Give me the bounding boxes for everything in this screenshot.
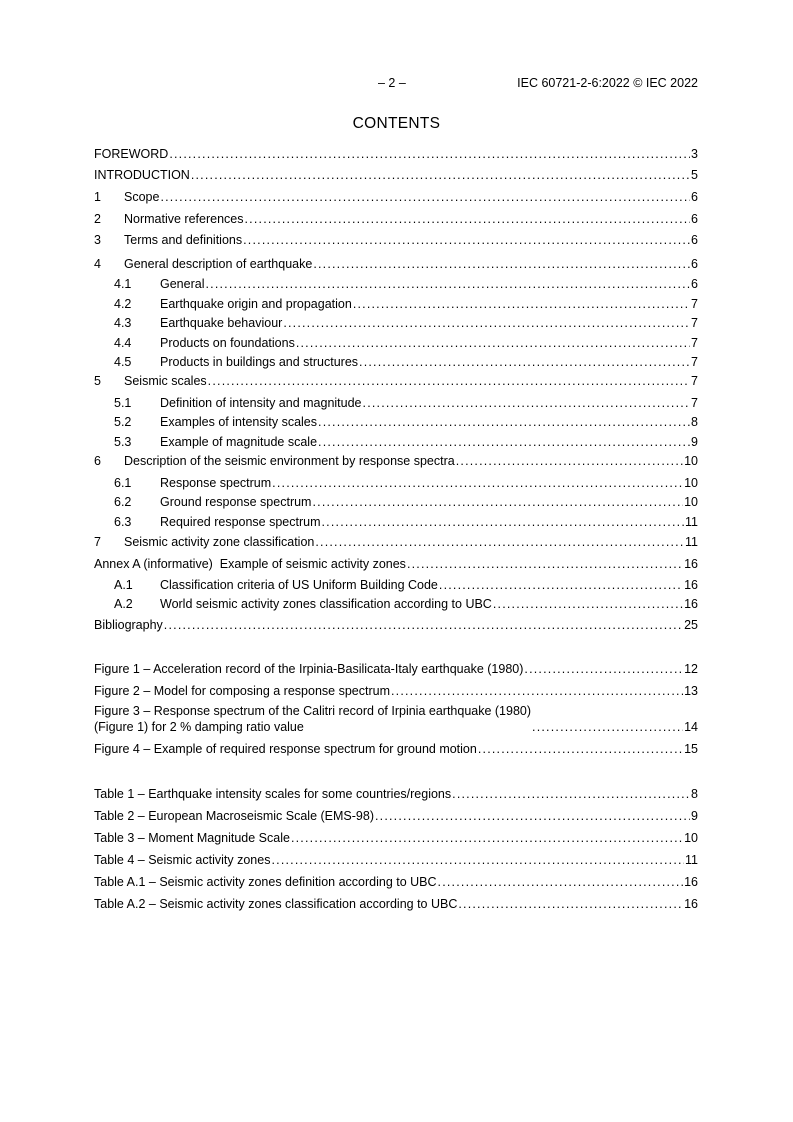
toc-entry-page: 7 [691,355,698,369]
toc-entry-page: 10 [684,476,698,490]
figure-entry-title: Figure 2 – Model for composing a response spectrum [94,684,390,698]
toc-entry-normative-references[interactable] [94,211,698,227]
toc-entry-number: 5.2 [114,415,132,429]
toc-entry-introduction[interactable] [94,167,698,183]
toc-entry-page: 16 [684,557,698,571]
toc-entry-title: Products on foundations [160,336,295,350]
list-of-tables-entry-5[interactable] [94,874,698,890]
contents-title: CONTENTS [352,115,441,132]
toc-leader-dots [478,741,683,757]
toc-leader-dots [493,596,683,612]
toc-leader-dots [164,617,683,633]
toc-leader-dots [359,354,690,370]
toc-entry-number: 5.3 [114,435,132,449]
toc-entry-number: 4 [94,257,101,271]
toc-leader-dots [318,414,690,430]
toc-entry-page: 7 [691,374,698,388]
toc-leader-dots [407,556,683,572]
page-number: – 2 – [378,76,406,90]
toc-entry-number: 4.2 [114,297,132,311]
toc-entry-title: FOREWORD [94,147,169,161]
figure-entry-page: 13 [684,684,698,698]
toc-entry-terms-definitions[interactable] [94,232,698,248]
table-entry-title: Table 2 – European Macroseismic Scale (EMS-98) [94,809,374,823]
toc-entry-title: Products in buildings and structures [160,355,359,369]
toc-entry-title: Annex A (informative) Example of seismic activity zones [94,557,406,571]
toc-leader-dots [160,189,690,205]
toc-leader-dots [524,661,683,677]
toc-entry-number: 5.1 [114,396,132,410]
table-entry-title: Table 4 – Seismic activity zones [94,853,271,867]
toc-entry-6-3[interactable] [94,514,698,530]
toc-entry-number: 6 [94,454,101,468]
list-of-tables-entry-4[interactable] [94,852,698,868]
toc-entry-number: 4.1 [114,277,132,291]
toc-entry-page: 7 [691,316,698,330]
toc-entry-number: A.2 [114,597,133,611]
document-reference: IEC 60721-2-6:2022 © IEC 2022 [517,76,698,90]
toc-entry-number: 5 [94,374,101,388]
toc-entry-number: 6.3 [114,515,132,529]
table-entry-page: 16 [684,897,698,911]
toc-entry-scope[interactable] [94,189,698,205]
toc-entry-page: 7 [691,396,698,410]
toc-entry-seismic-scales[interactable] [94,373,698,389]
table-entry-title: Table 3 – Moment Magnitude Scale [94,831,290,845]
toc-entry-title: General [160,277,205,291]
page-header [0,76,793,92]
list-of-tables-entry-3[interactable] [94,830,698,846]
toc-entry-page: 11 [685,535,698,549]
toc-leader-dots [272,475,683,491]
list-of-tables-entry-1[interactable] [94,786,698,802]
toc-entry-number: 4.5 [114,355,132,369]
toc-entry-title: Definition of intensity and magnitude [160,396,362,410]
toc-entry-page: 11 [685,515,698,529]
toc-entry-title: Scope [124,190,160,204]
toc-entry-title: Earthquake origin and propagation [160,297,352,311]
toc-leader-dots [313,256,690,272]
toc-entry-number: 4.4 [114,336,132,350]
toc-entry-page: 25 [684,618,698,632]
toc-leader-dots [363,395,691,411]
toc-entry-foreword[interactable] [94,146,698,162]
toc-entry-title: General description of earthquake [124,257,313,271]
toc-entry-a-1[interactable] [94,577,698,593]
toc-leader-dots [208,373,690,389]
toc-entry-title: Example of magnitude scale [160,435,318,449]
toc-entry-page: 16 [684,597,698,611]
toc-entry-number: 7 [94,535,101,549]
toc-entry-page: 10 [684,495,698,509]
toc-entry-number: 4.3 [114,316,132,330]
table-entry-title: Table A.1 – Seismic activity zones definition according to UBC [94,875,437,889]
toc-entry-response-spectra[interactable] [94,453,698,469]
toc-entry-page: 16 [684,578,698,592]
list-of-figures-entry-3[interactable] [94,703,698,735]
toc-entry-title: Response spectrum [160,476,272,490]
list-of-figures-entry-1[interactable] [94,661,698,677]
table-entry-page: 11 [685,853,698,867]
toc-entry-page: 5 [691,168,698,182]
toc-leader-dots [318,434,690,450]
toc-entry-page: 6 [691,233,698,247]
table-entry-page: 16 [684,875,698,889]
toc-leader-dots [322,514,685,530]
toc-leader-dots [169,146,690,162]
toc-entry-page: 7 [691,336,698,350]
toc-entry-bibliography[interactable] [94,617,698,633]
toc-entry-4-1[interactable] [94,276,698,292]
toc-leader-dots [315,534,684,550]
toc-leader-dots [391,683,683,699]
figure-entry-title: Figure 4 – Example of required response spectrum for ground motion [94,742,477,756]
toc-entry-5-1[interactable] [94,395,698,411]
toc-entry-6-2[interactable] [94,494,698,510]
toc-entry-page: 9 [691,435,698,449]
toc-entry-a-2[interactable] [94,596,698,612]
toc-leader-dots [439,577,683,593]
table-entry-title: Table 1 – Earthquake intensity scales for some countries/regions [94,787,452,801]
figure-entry-page: 14 [684,720,698,734]
table-entry-title: Table A.2 – Seismic activity zones classification according to UBC [94,897,458,911]
toc-entry-general-description[interactable] [94,256,698,272]
toc-entry-title: Classification criteria of US Uniform Building Code [160,578,438,592]
toc-entry-title: Required response spectrum [160,515,321,529]
toc-leader-dots [456,453,683,469]
figure-entry-title-block [94,703,531,735]
list-of-tables-entry-2[interactable] [94,808,698,824]
toc-entry-title: Seismic activity zone classification [124,535,315,549]
toc-leader-dots [271,852,684,868]
toc-leader-dots [532,719,683,735]
toc-entry-number: 6.2 [114,495,132,509]
toc-entry-zone-classification[interactable] [94,534,698,550]
toc-entry-number: 6.1 [114,476,132,490]
toc-entry-title: Seismic scales [124,374,207,388]
figure-entry-title: (Figure 1) for 2 % damping ratio value [94,720,304,734]
table-entry-page: 9 [691,809,698,823]
toc-entry-6-1[interactable] [94,475,698,491]
toc-entry-5-3[interactable] [94,434,698,450]
toc-leader-dots [312,494,683,510]
toc-entry-page: 6 [691,212,698,226]
figure-entry-page: 12 [684,662,698,676]
toc-entry-title: Bibliography [94,618,163,632]
toc-entry-page: 6 [691,277,698,291]
figure-entry-title-line1: Figure 3 – Response spectrum of the Calitri record of Irpinia earthquake (1980) [94,704,532,718]
toc-entry-title: INTRODUCTION [94,168,190,182]
toc-entry-4-3[interactable] [94,315,698,331]
toc-entry-number: 1 [94,190,101,204]
toc-leader-dots [205,276,690,292]
toc-leader-dots [375,808,690,824]
toc-entry-title: Terms and definitions [124,233,243,247]
toc-entry-title: Examples of intensity scales [160,415,318,429]
toc-entry-title: Earthquake behaviour [160,316,283,330]
toc-leader-dots [191,167,690,183]
toc-leader-dots [353,296,690,312]
toc-entry-page: 3 [691,147,698,161]
toc-entry-page: 6 [691,190,698,204]
toc-leader-dots [452,786,690,802]
toc-entry-title: World seismic activity zones classification according to UBC [160,597,492,611]
toc-entry-page: 8 [691,415,698,429]
toc-leader-dots [245,211,691,227]
figure-entry-title: Figure 1 – Acceleration record of the Irpinia-Basilicata-Italy earthquake (1980) [94,662,524,676]
toc-entry-4-2[interactable] [94,296,698,312]
toc-entry-number: A.1 [114,578,133,592]
toc-entry-5-2[interactable] [94,414,698,430]
table-entry-page: 8 [691,787,698,801]
figure-entry-page: 15 [684,742,698,756]
toc-leader-dots [291,830,683,846]
toc-entry-title: Normative references [124,212,244,226]
toc-entry-page: 7 [691,297,698,311]
toc-entry-title: Ground response spectrum [160,495,312,509]
toc-entry-number: 2 [94,212,101,226]
toc-entry-4-5[interactable] [94,354,698,370]
toc-entry-number: 3 [94,233,101,247]
list-of-tables-entry-6[interactable] [94,896,698,912]
toc-entry-page: 6 [691,257,698,271]
table-entry-page: 10 [684,831,698,845]
toc-leader-dots [458,896,683,912]
toc-entry-title: Description of the seismic environment by response spectra [124,454,455,468]
toc-leader-dots [438,874,684,890]
toc-entry-annex-a[interactable] [94,556,698,572]
toc-leader-dots [296,335,690,351]
list-of-figures-entry-4[interactable] [94,741,698,757]
toc-entry-4-4[interactable] [94,335,698,351]
list-of-figures-entry-2[interactable] [94,683,698,699]
toc-entry-page: 10 [684,454,698,468]
toc-leader-dots [283,315,690,331]
toc-leader-dots [243,232,690,248]
